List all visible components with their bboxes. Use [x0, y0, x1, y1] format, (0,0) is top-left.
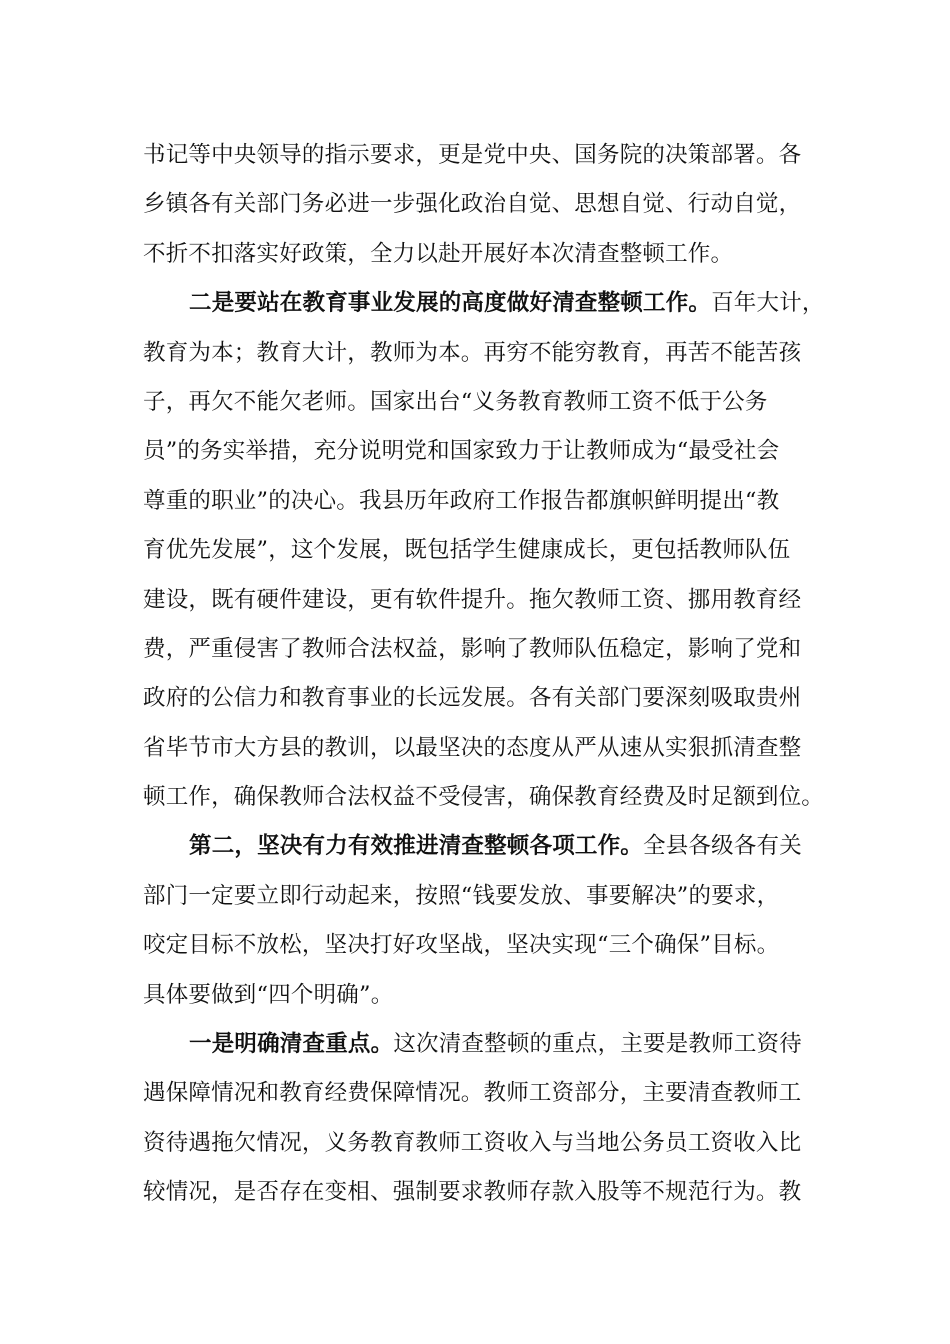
text-line: 咬定目标不放松，坚决打好攻坚战，坚决实现“三个确保”目标。: [143, 932, 780, 959]
text-line: 子，再欠不能欠老师。国家出台“义务教育教师工资不低于公务: [143, 388, 768, 415]
text-run: 这次清查整顿的重点，主要是教师工资待: [393, 1031, 802, 1058]
text-line: 尊重的职业”的决心。我县历年政府工作报告都旗帜鲜明提出“教: [143, 487, 780, 514]
text-line: 较情况，是否存在变相、强制要求教师存款入股等不规范行为。教: [143, 1179, 802, 1206]
text-line: 省毕节市大方县的教训，以最坚决的态度从严从速从实狠抓清查整: [143, 734, 802, 761]
text-line: 乡镇各有关部门务必进一步强化政治自觉、思想自觉、行动自觉，: [143, 191, 802, 218]
text-line: 不折不扣落实好政策，全力以赴开展好本次清查整顿工作。: [143, 240, 734, 267]
text-run: 百年大计，: [711, 290, 825, 317]
text-line: 教育为本；教育大计，教师为本。再穷不能穷教育，再苦不能苦孩: [143, 339, 802, 366]
text-line: 政府的公信力和教育事业的长远发展。各有关部门要深刻吸取贵州: [143, 685, 802, 712]
paragraph-heading: 一是明确清查重点。: [189, 1031, 394, 1058]
paragraph: [143, 131, 843, 279]
text-line: 顿工作，确保教师合法权益不受侵害，确保教育经费及时足额到位。: [143, 784, 825, 811]
document-body: [143, 131, 843, 1218]
text-line: [143, 279, 843, 328]
text-run: 全县各级各有关: [643, 833, 802, 860]
text-line: 具体要做到“四个明确”。: [143, 981, 394, 1008]
text-line: 建设，既有硬件建设，更有软件提升。拖欠教师工资、挪用教育经: [143, 586, 802, 613]
text-line: 资待遇拖欠情况，义务教育教师工资收入与当地公务员工资收入比: [143, 1129, 802, 1156]
paragraph-heading: 第二，坚决有力有效推进清查整顿各项工作。: [189, 833, 644, 860]
text-line: 部门一定要立即行动起来，按照“钱要发放、事要解决”的要求，: [143, 882, 780, 909]
paragraph: [143, 1020, 843, 1218]
text-line: 育优先发展”，这个发展，既包括学生健康成长，更包括教师队伍: [143, 537, 791, 564]
text-line: 遇保障情况和教育经费保障情况。教师工资部分，主要清查教师工: [143, 1080, 802, 1107]
paragraph: [143, 822, 843, 1020]
paragraph: [143, 279, 843, 822]
text-line: 员”的务实举措，充分说明党和国家致力于让教师成为“最受社会: [143, 438, 780, 465]
text-line: 费，严重侵害了教师合法权益，影响了教师队伍稳定，影响了党和: [143, 635, 802, 662]
text-line: 书记等中央领导的指示要求，更是党中央、国务院的决策部署。各: [143, 142, 802, 168]
text-line: [143, 822, 843, 871]
text-line: [143, 1020, 843, 1069]
paragraph-heading: 二是要站在教育事业发展的高度做好清查整顿工作。: [189, 290, 712, 317]
